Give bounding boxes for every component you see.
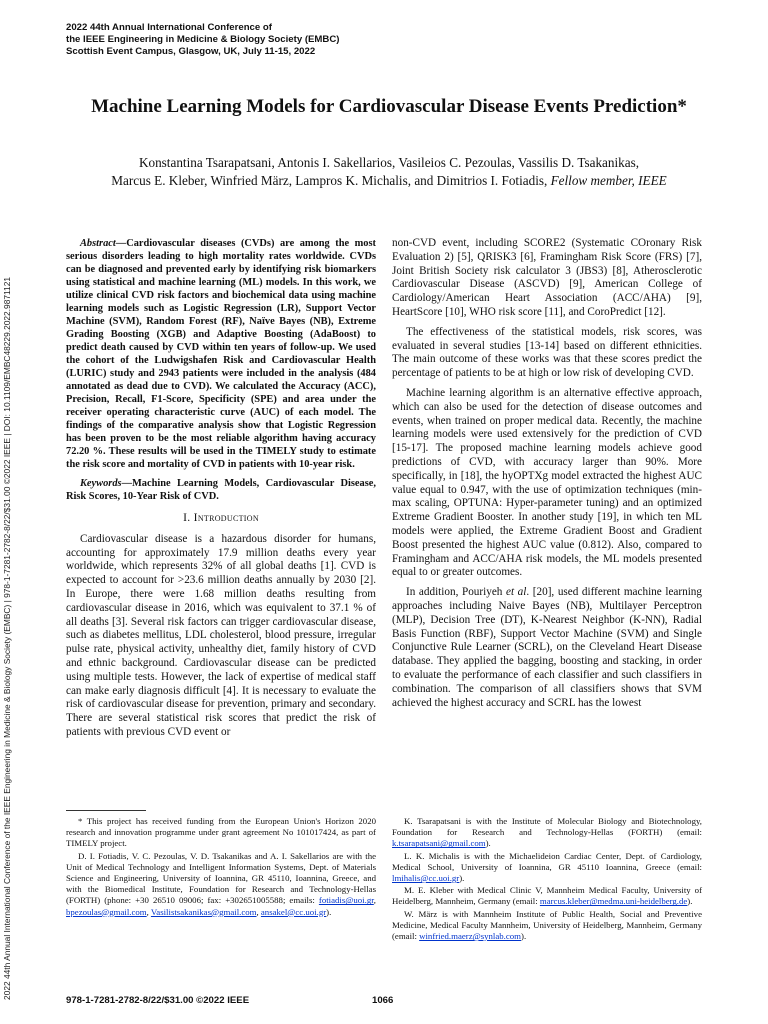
footnotes-left [66,816,376,919]
email-link[interactable]: Vasilistsakanikas@gmail.com [150,906,257,917]
author-list [66,154,712,189]
right-paragraph-1: non-CVD event, including SCORE2 (Systematic COronary Risk Evaluation 2) [5], QRISK3 [6], Framingham Risk Score (FRS) [7], Joint British Society risk calculator 3 (JBS3) [8], Atherosclerotic Cardiovascular Disease (ASCVD) [9], American College of Cardiology/American Heart Association (ACC/AHA) [9], HeartScore [10], WHO risk score [11], and CoroPredict [12]. [392,237,702,318]
page-number: 1066 [372,995,394,1006]
right-column [392,237,702,716]
email-link[interactable]: lmihalis@cc.uoi.gr [392,873,460,884]
authors-line-2: Marcus E. Kleber, Winfried März, Lampros K. Michalis, and Dimitrios I. Fotiadis, Fellow member, IEEE [111,172,667,188]
section-heading-introduction: I. Introduction [183,511,259,524]
right-paragraph-2: The effectiveness of the statistical models, risk scores, was evaluated in several studies [13-14] based on different ethnicities. The main outcome of these works was that these scores predict the percentage of patients to be at high or low risk of developing CVD. [392,325,702,380]
conference-line-1: 2022 44th Annual International Conference of [66,22,272,33]
conference-line-2: the IEEE Engineering in Medicine & Biology Society (EMBC) [66,34,340,45]
footnote-michalis: L. K. Michalis is with the Michaelideion Cardiac Center, Dept. of Cardiology, Medical School, University of Ioannina, GR 45110 Ioannina, Greece (email: lmihalis@cc.uoi.gr). [392,850,702,884]
email-link[interactable]: fotiadis@uoi.gr [318,895,374,906]
keywords: Keywords—Machine Learning Models, Cardiovascular Disease, Risk Scores, 10-Year Risk of CVD. [66,478,376,502]
footnote-affiliation-uoi: D. I. Fotiadis, V. C. Pezoulas, V. D. Tsakanikas and A. I. Sakellarios are with the Unit of Medical Technology and Intelligent Information Systems, Dept. of Materials Science and Engineering, University of Ioannina, GR 45110, Ioannina, Greece, and with the Biomedical Institute, Foundation for Research and Technology-Hellas (FORTH) (phone: +30 26510 09006; fax: +302651005588; emails: fotiadis@uoi.gr, bpezoulas@gmail.com, Vasilistsakanikas@gmail.com, ansakel@cc.uoi.gr). [66,850,376,917]
conference-line-3: Scottish Event Campus, Glasgow, UK, July 11-15, 2022 [66,46,316,57]
email-link[interactable]: winfried.maerz@synlab.com [419,931,522,942]
email-link[interactable]: ansakel@cc.uoi.gr [260,906,327,917]
paper-title: Machine Learning Models for Cardiovascular Disease Events Prediction* [91,96,687,117]
author-affiliation-title: Fellow member, IEEE [550,172,667,188]
email-link[interactable]: marcus.kleber@medma.uni-heidelberg.de [539,896,688,907]
authors-line-1: Konstantina Tsarapatsani, Antonis I. Sakellarios, Vasileios C. Pezoulas, Vassilis D. Tsakanikas, [138,155,640,170]
email-link[interactable]: k.tsarapatsani@gmail.com [392,838,486,849]
email-link[interactable]: bpezoulas@gmail.com [66,906,147,917]
footnote-rule [66,810,146,811]
right-paragraph-4: In addition, Pouriyeh et al. [20], used different machine learning approaches including Naive Bayes (NB), Multilayer Perceptron (MLP), Decision Tree (DT), K-Nearest Neighbor (K-NN), Radial Basis Function (RBF), Support Vector Machine (SVM) and Single Conjunctive Rule Learner (SCRL), on the Cleveland Heart Disease database. They applied the bagging, boosting and stacking, in order to evaluate the performance of each classifier and such classifiers in combination. The comparison of all classifiers shows that SVM achieved the highest accuracy and SCRL has the lowest [392,586,702,709]
footnote-tsarapatsani: K. Tsarapatsani is with the Institute of Molecular Biology and Biotechnology, Foundation for Research and Technology-Hellas (FORTH) (email: k.tsarapatsani@gmail.com). [392,816,702,849]
isbn-footer: 978-1-7281-2782-8/22/$31.00 ©2022 IEEE [66,995,250,1006]
footnotes-right [392,816,702,943]
doi-sidebar: 2022 44th Annual International Conference of the IEEE Engineering in Medicine & Biology Society (EMBC) | 978-1-7281-2782-8/22/$31.00 ©2022 IEEE | DOI: 10.1109/EMBC48229.2022.9871121 [2,276,12,1000]
footnote-kleber: M. E. Kleber with Medical Clinic V, Mannheim Medical Faculty, University of Heidelberg, Mannheim, Germany (email: marcus.kleber@medma.uni-heidelberg.de). [392,885,702,907]
intro-paragraph: Cardiovascular disease is a hazardous disorder for humans, accounting for approximately 17.9 million deaths every year worldwide, which represents 32% of all global deaths [1]. CVD is expected to account for >23.6 million deaths annually by 2030 [2]. In Europe, there were 1.68 million deaths resulting from cardiovascular disease in 2016, which was equivalent to 37.1 % of all deaths [3]. Several risk factors can trigger cardiovascular disease, such as diabetes mellitus, LDL cholesterol, blood pressure, irregular pulse rate, physical activity, unhealthy diet, family history of CVD and ethnic background. Cardiovascular disease can be predicted using multiple tests. However, the lack of expertise of medical staff can make early diagnosis difficult [4]. It is necessary to evaluate the risk of cardiovascular disease for prevention, primary and secondary. There are several statistical risk scores that predict the risk of patients with previous CVD event or [66,532,376,738]
conference-header [66,22,339,58]
footnote-maerz: W. März is with Mannheim Institute of Public Health, Social and Preventive Medicine, Medical Faculty Mannheim, University of Heidelberg, Mannheim, Germany (email: winfried.maerz@synlab.com). [392,908,702,942]
abstract: Abstract—Cardiovascular diseases (CVDs) are among the most serious disorders leading to high mortality rates worldwide. CVDs can be diagnosed and prevented early by identifying risk biomarkers using statistical and machine learning (ML) models. In this work, we utilize clinical CVD risk factors and biochemical data using machine learning models such as Logistic Regression (LR), Support Vector Machine (SVM), Random Forest (RF), Naïve Bayes (NB), Extreme Grading Boosting (XGB) and Adaptive Boosting (AdaBoost) to predict death caused by CVD within ten years of follow-up. We used the cohort of the Ludwigshafen Risk and Cardiovascular Health (LURIC) study and 2943 patients were included in the analysis (484 annotated as dead due to CVD). We calculated the Accuracy (ACC), Precision, Recall, F1-Score, Specificity (SPE) and area under the receiver operating characteristic curve (AUC) of each model. The findings of the comparative analysis show that Logistic Regression has been proven to be the most reliable algorithm having accuracy 72.20 %. These results will be used in the TIMELY study to estimate the risk score and mortality of CVD in patients with 10-year risk. [66,238,376,470]
right-paragraph-3: Machine learning algorithm is an alternative effective approach, which can also be used for the detection of disease outcomes and events, when trained on proper medical data. Recently, the machine learning models were used extensively for the prediction of CVD [15-17]. The proposed machine learning models achieve good predictions of CVD, with accuracy larger than 90%. More specifically, in [18], the hyOPTXg model extracted the highest AUC value equal to 0.947, with the use of optimization techniques (min-max scaling, OPTUNA: Hyper-parameter tuning) and an optimized Extreme Gradient Booster. In another study [19], in which ten ML models were applied, the Extreme Gradient Boost and Gradient Boost presented the highest AUC value (0.812). Also, compared to Framingham and ACC/AHA risk models, the ML models presented equal to or greater outcomes. [392,386,702,579]
left-column [66,237,376,746]
footnote-funding: * This project has received funding from the European Union's Horizon 2020 research and innovation programme under grant agreement No 101017424, as part of TIMELY project. [66,816,376,849]
